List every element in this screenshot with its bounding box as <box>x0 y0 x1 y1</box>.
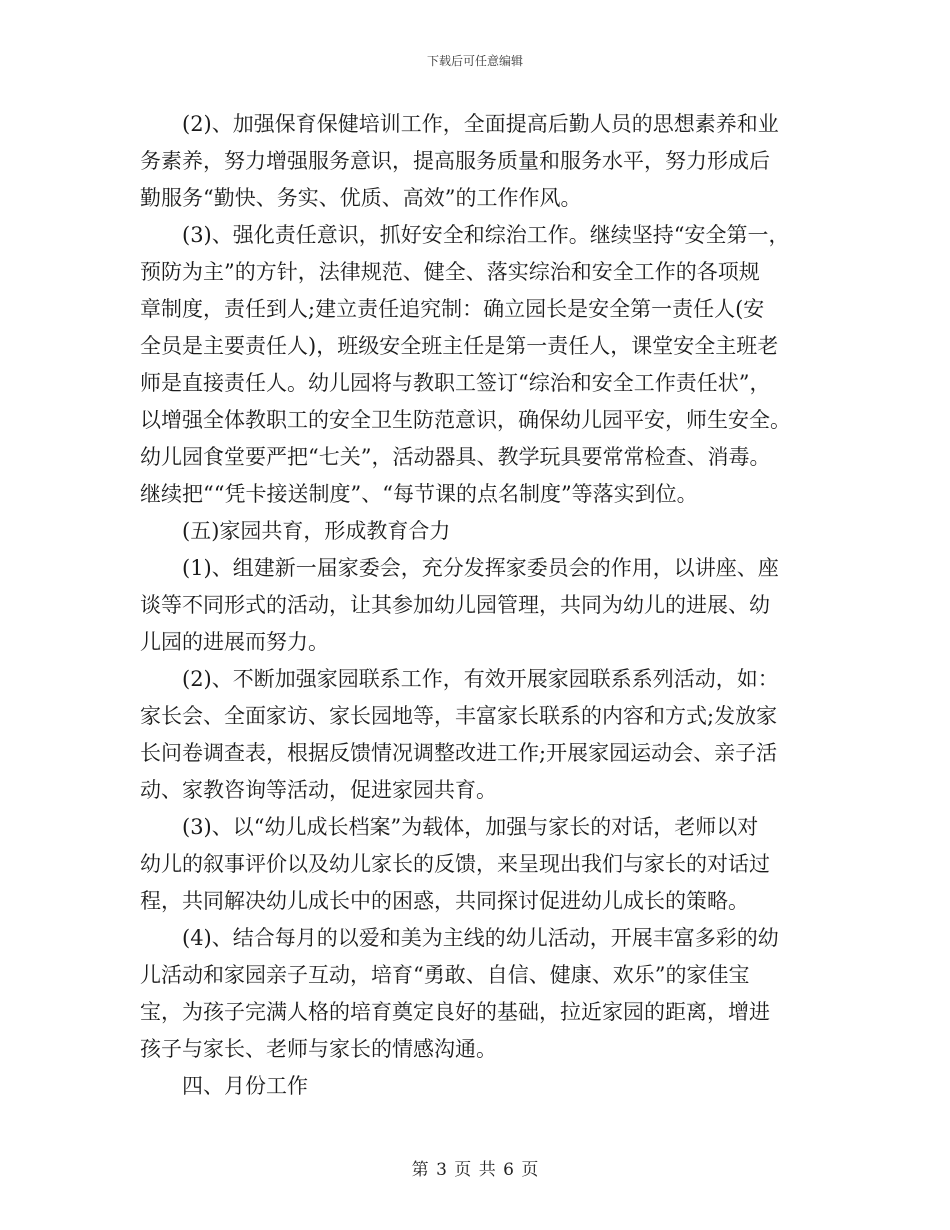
text-line: 动、家教咨询等活动，促进家园共育。 <box>140 778 497 802</box>
text-line: 孩子与家长、老师与家长的情感沟通。 <box>140 1037 497 1061</box>
text-line: 宝，为孩子完满人格的培育奠定良好的基础，拉近家园的距离，增进 <box>140 1000 770 1024</box>
text-line: 务素养，努力增强服务意识，提高服务质量和服务水平，努力形成后 <box>140 149 770 173</box>
text-line: 谈等不同形式的活动，让其参加幼儿园管理，共同为幼儿的进展、幼 <box>140 593 770 617</box>
text-line: (1)、组建新一届家委会，充分发挥家委员会的作用，以讲座、座 <box>140 556 779 580</box>
section-heading: (五)家园共育，形成教育合力 <box>140 519 451 543</box>
text-line: 预防为主”的方针，法律规范、健全、落实综治和安全工作的各项规 <box>140 260 760 284</box>
text-line: 全员是主要责任人)，班级安全班主任是第一责任人，课堂安全主班老 <box>140 334 779 358</box>
text-line: (2)、加强保育保健培训工作，全面提高后勤人员的思想素养和业 <box>140 112 779 136</box>
text-line: 家长会、全面家访、家长园地等，丰富家长联系的内容和方式;发放家 <box>140 704 778 728</box>
page-number-footer: 第 3 页 共 6 页 <box>411 1160 539 1180</box>
section-heading: 四、月份工作 <box>140 1074 308 1098</box>
text-line: 幼儿的叙事评价以及幼儿家长的反馈，来呈现出我们与家长的对话过 <box>140 852 770 876</box>
text-line: (4)、结合每月的以爱和美为主线的幼儿活动，开展丰富多彩的幼 <box>140 926 779 950</box>
text-line: 幼儿园食堂要严把“七关”，活动器具、教学玩具要常常检查、消毒。 <box>140 445 771 469</box>
text-line: 以增强全体教职工的安全卫生防范意识，确保幼儿园平安，师生安全。 <box>140 408 791 432</box>
text-line: (3)、以“幼儿成长档案”为载体，加强与家长的对话，老师以对 <box>140 815 759 839</box>
text-line: (2)、不断加强家园联系工作，有效开展家园联系系列活动，如： <box>140 667 779 691</box>
text-line: 儿活动和家园亲子互动，培育“勇敢、自信、健康、欢乐”的家佳宝 <box>140 963 750 987</box>
text-line: 程，共同解决幼儿成长中的困惑，共同探讨促进幼儿成长的策略。 <box>140 889 749 913</box>
text-line: 儿园的进展而努力。 <box>140 630 329 654</box>
text-line: 章制度，责任到人;建立责任追究制：确立园长是安全第一责任人(安 <box>140 297 765 321</box>
page-header: 下载后可任意编辑 <box>426 54 523 68</box>
text-line: 师是直接责任人。幼儿园将与教职工签订“综治和安全工作责任状”， <box>140 371 771 395</box>
document-body <box>140 106 830 1105</box>
text-line: 继续把““凭卡接送制度”、“每节课的点名制度”等落实到位。 <box>140 482 698 506</box>
text-line: (3)、强化责任意识，抓好安全和综治工作。继续坚持“安全第一， <box>140 223 790 247</box>
text-line: 长问卷调查表，根据反馈情况调整改进工作;开展家园运动会、亲子活 <box>140 741 778 765</box>
text-line: 勤服务“勤快、务实、优质、高效”的工作作风。 <box>140 186 582 210</box>
